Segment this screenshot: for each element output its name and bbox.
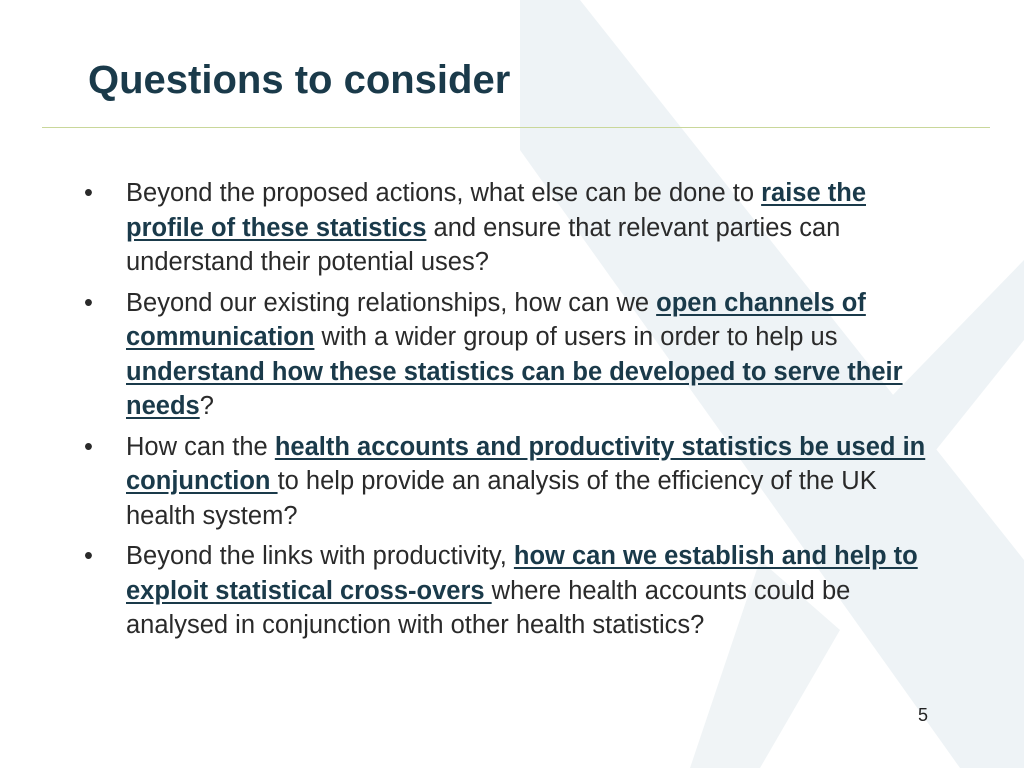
question-text: How can the [126,432,275,461]
bullet-point-icon: • [84,542,93,570]
question-item [84,430,934,534]
slide-title: Questions to consider [88,58,511,102]
title-divider [42,127,990,128]
question-text: ? [199,392,214,420]
emphasized-phrase: health accounts and productivity statistics be used in conjunction [126,432,926,495]
question-text: with a wider group of users in order to help us [314,323,838,351]
question-text: where health accounts could be analysed in conjunction with other health statistics? [126,576,851,639]
bullet-point-icon: • [84,432,93,461]
question-text: Beyond our existing relationships, how can we [126,288,657,317]
question-list [84,176,934,649]
bullet-point-icon: • [84,288,93,317]
emphasized-phrase: how can we establish and help to exploit statistical cross-overs [126,542,918,605]
emphasized-phrase: raise the profile of these statistics [126,179,866,242]
question-item [84,286,934,424]
question-item [84,176,934,280]
question-text: to help provide an analysis of the efficiency of the UK health system? [126,467,877,530]
emphasized-phrase: understand how these statistics can be developed to serve their needs [126,357,903,420]
question-item [84,539,934,643]
bullet-point-icon: • [84,179,93,207]
emphasized-phrase: open channels of communication [126,288,866,351]
question-text: and ensure that relevant parties can understand their potential uses? [126,213,841,276]
page-number: 5 [918,705,929,725]
question-text: Beyond the proposed actions, what else can be done to [126,179,762,207]
question-text: Beyond the links with productivity, [126,542,514,570]
